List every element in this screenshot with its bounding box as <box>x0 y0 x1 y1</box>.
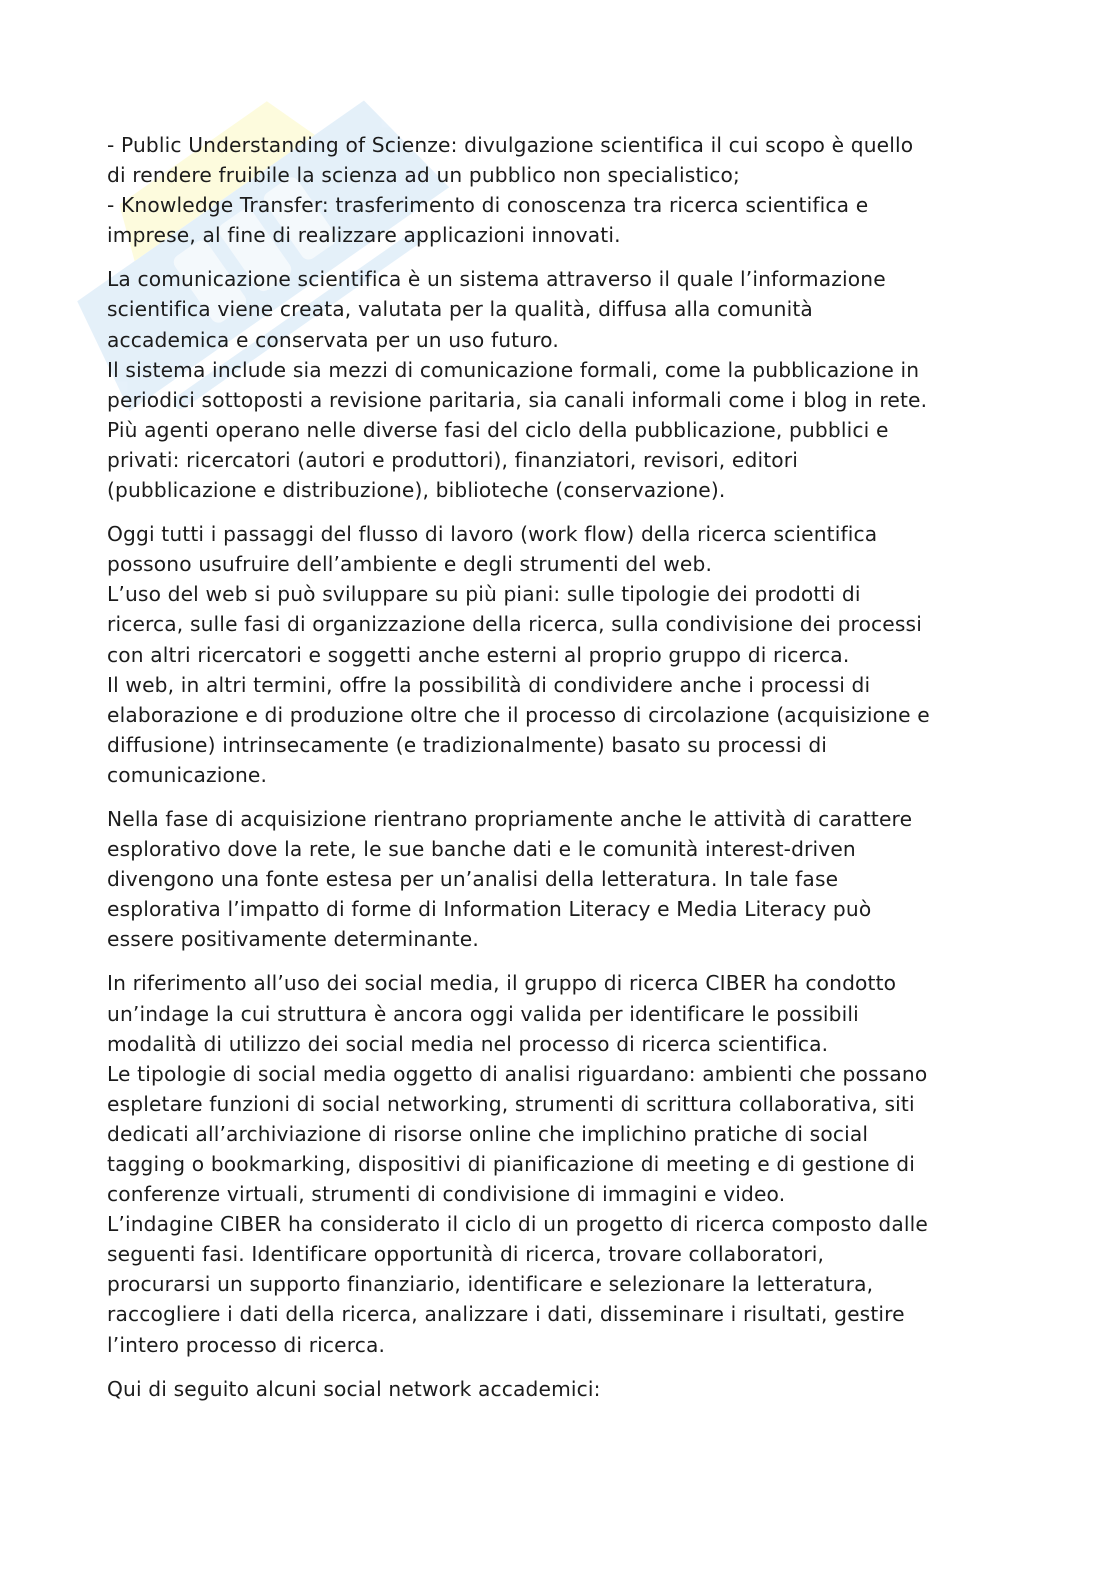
paragraph-web-workflow: Oggi tutti i passaggi del flusso di lavoro (work flow) della ricerca scientifica possono usufruire dell’ambiente e degli strumenti del web. L’uso del web si può sviluppare su più piani: sulle tipologie dei prodotti di ricerca, sulle fasi di organizzazione della ricerca, sulla condivisione dei processi con altri ricercatori e soggetti anche esterni al proprio gruppo di ricerca. Il web, in altri termini, offre la possibilità di condividere anche i processi di elaborazione e di produzione oltre che il processo di circolazione (acquisizione e diffusione) intrinsecamente (e tradizionalmente) basato su processi di comunicazione. <box>107 522 930 787</box>
paragraph-public-understanding: - Public Understanding of Scienze: divulgazione scientifica il cui scopo è quello di rendere fruibile la scienza ad un pubblico non specialistico; - Knowledge Transfer: trasferimento di conoscenza tra ricerca scientifica e imprese, al fine di realizzare applicazioni innovati. <box>107 133 914 248</box>
paragraph-ciber-survey: In riferimento all’uso dei social media, il gruppo di ricerca CIBER ha condotto un’indage la cui struttura è ancora oggi valida per identificare le possibili modalità di utilizzo dei social media nel processo di ricerca scientifica. Le tipologie di social media oggetto di analisi riguardano: ambienti che possano espletare funzioni di social networking, strumenti di scrittura collaborativa, siti dedicati all’archiviazione di risorse online che implichino pratiche di social tagging o bookmarking, dispositivi di pianificazione di meeting e di gestione di conferenze virtuali, strumenti di condivisione di immagini e video. L’indagine CIBER ha considerato il ciclo di un progetto di ricerca composto dalle seguenti fasi. Identificare opportunità di ricerca, trovare collaboratori, procurarsi un supporto finanziario, identificare e selezionare la letteratura, raccogliere i dati della ricerca, analizzare i dati, disseminare i risultati, gestire l’intero processo di ricerca. <box>107 971 928 1357</box>
document-body <box>107 130 1012 1418</box>
paragraph-scientific-communication: La comunicazione scientifica è un sistema attraverso il quale l’informazione scientifica viene creata, valutata per la qualità, diffusa alla comunità accademica e conservata per un uso futuro. Il sistema include sia mezzi di comunicazione formali, come la pubblicazione in periodici sottoposti a revisione paritaria, sia canali informali come i blog in rete. Più agenti operano nelle diverse fasi del ciclo della pubblicazione, pubblici e privati: ricercatori (autori e produttori), finanziatori, revisori, editori (pubblicazione e distribuzione), biblioteche (conservazione). <box>107 267 928 503</box>
paragraph-academic-networks-intro: Qui di seguito alcuni social network accademici: <box>107 1376 601 1401</box>
paragraph-acquisition-phase: Nella fase di acquisizione rientrano propriamente anche le attività di carattere esplorativo dove la rete, le sue banche dati e le comunità interest-driven divengono una fonte estesa per un’analisi della letteratura. In tale fase esplorativa l’impatto di forme di Information Literacy e Media Literacy può essere positivamente determinante. <box>107 806 913 952</box>
